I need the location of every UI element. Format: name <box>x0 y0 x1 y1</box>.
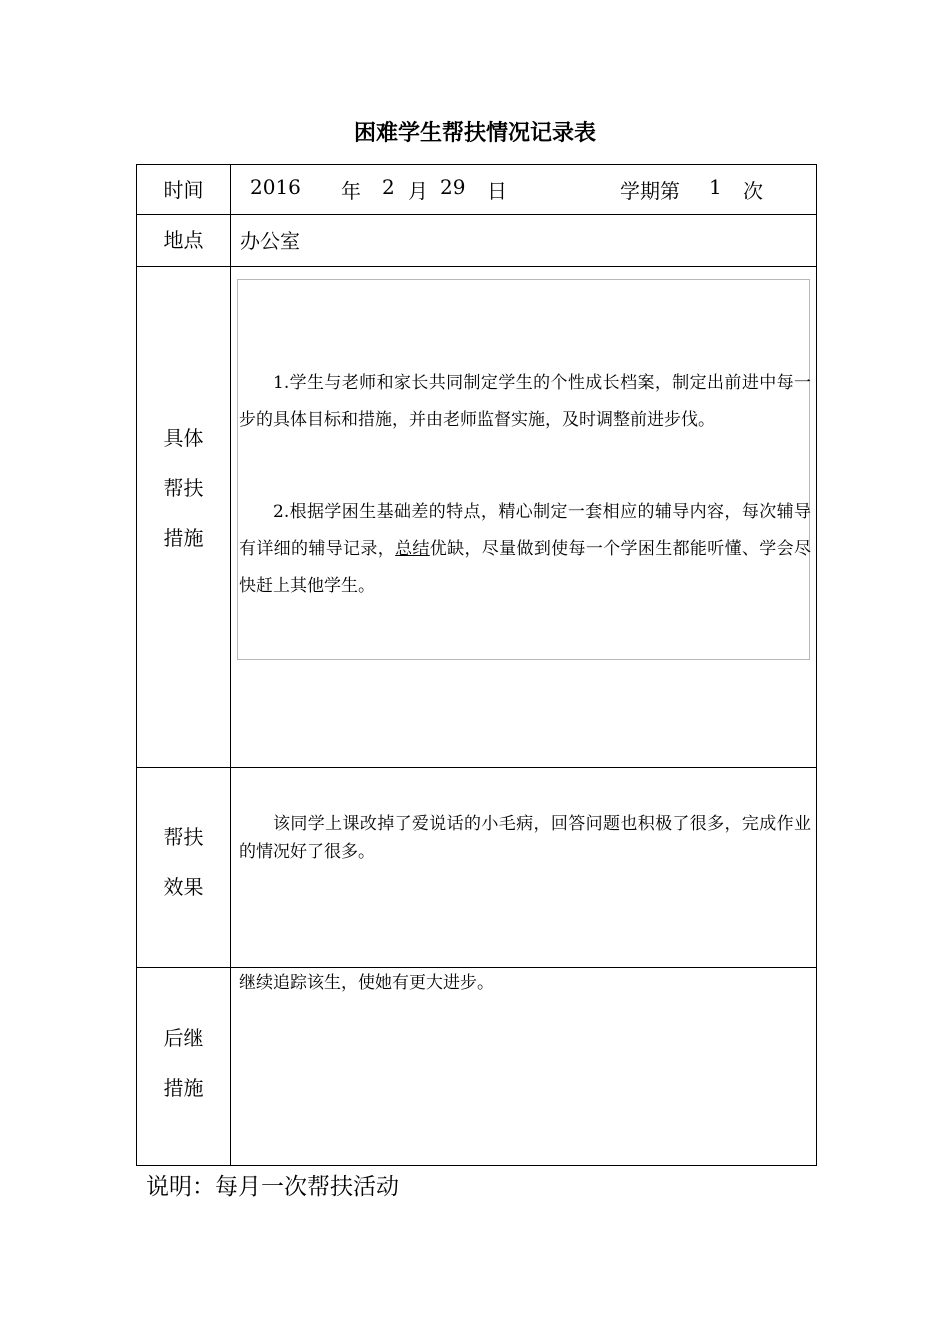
followup-label-line: 措施 <box>163 1076 204 1100</box>
record-form-table <box>136 164 817 1166</box>
column-divider <box>230 165 231 1165</box>
time-label: 时间 <box>163 178 204 202</box>
day-value: 29 <box>440 175 466 199</box>
measure-item-1: 1.学生与老师和家长共同制定学生的个性成长档案，制定出前进中每一步的具体目标和措施，并由老师监督实施，及时调整前进步伐。 <box>239 373 811 430</box>
day-unit: 日 <box>487 179 507 203</box>
followup-label <box>137 1013 230 1113</box>
year-value: 2016 <box>250 175 301 199</box>
followup-text: 继续追踪该生，使她有更大进步。 <box>239 973 494 993</box>
measure-item-2-text-end: 优缺，尽量做到使每一个学困生都能听懂、学会尽快赶上其他学生。 <box>239 539 811 596</box>
effect-text: 该同学上课改掉了爱说话的小毛病，回答问题也积极了很多，完成作业的情况好了很多。 <box>239 814 811 862</box>
term-suffix: 次 <box>743 179 763 203</box>
measures-label <box>137 413 230 563</box>
row-divider <box>137 214 816 215</box>
row-divider <box>137 266 816 267</box>
followup-label-line: 后继 <box>163 1026 204 1050</box>
term-count: 1 <box>709 175 722 199</box>
measure-item-2 <box>239 494 811 605</box>
effect-label-line: 效果 <box>163 875 204 899</box>
measures-label-line: 帮扶 <box>163 476 204 500</box>
month-value: 2 <box>382 175 395 199</box>
measure-item-2-underlined: 总结 <box>395 539 430 559</box>
measures-label-line: 措施 <box>163 526 204 550</box>
location-label: 地点 <box>163 228 204 252</box>
effect-label-line: 帮扶 <box>163 825 204 849</box>
location-value: 办公室 <box>240 229 300 253</box>
effect-label <box>137 812 230 912</box>
month-unit: 月 <box>408 179 428 203</box>
measures-label-line: 具体 <box>163 426 204 450</box>
year-unit: 年 <box>341 179 361 203</box>
measure-item-2-text: 2.根据学困生基础差的特点，精心制定一套相应的辅导内容，每次辅导有详细的辅导记录， <box>239 502 811 559</box>
document-title: 困难学生帮扶情况记录表 <box>353 121 596 146</box>
footnote: 说明：每月一次帮扶活动 <box>146 1174 399 1200</box>
term-prefix: 学期第 <box>620 179 680 203</box>
row-divider <box>137 767 816 768</box>
